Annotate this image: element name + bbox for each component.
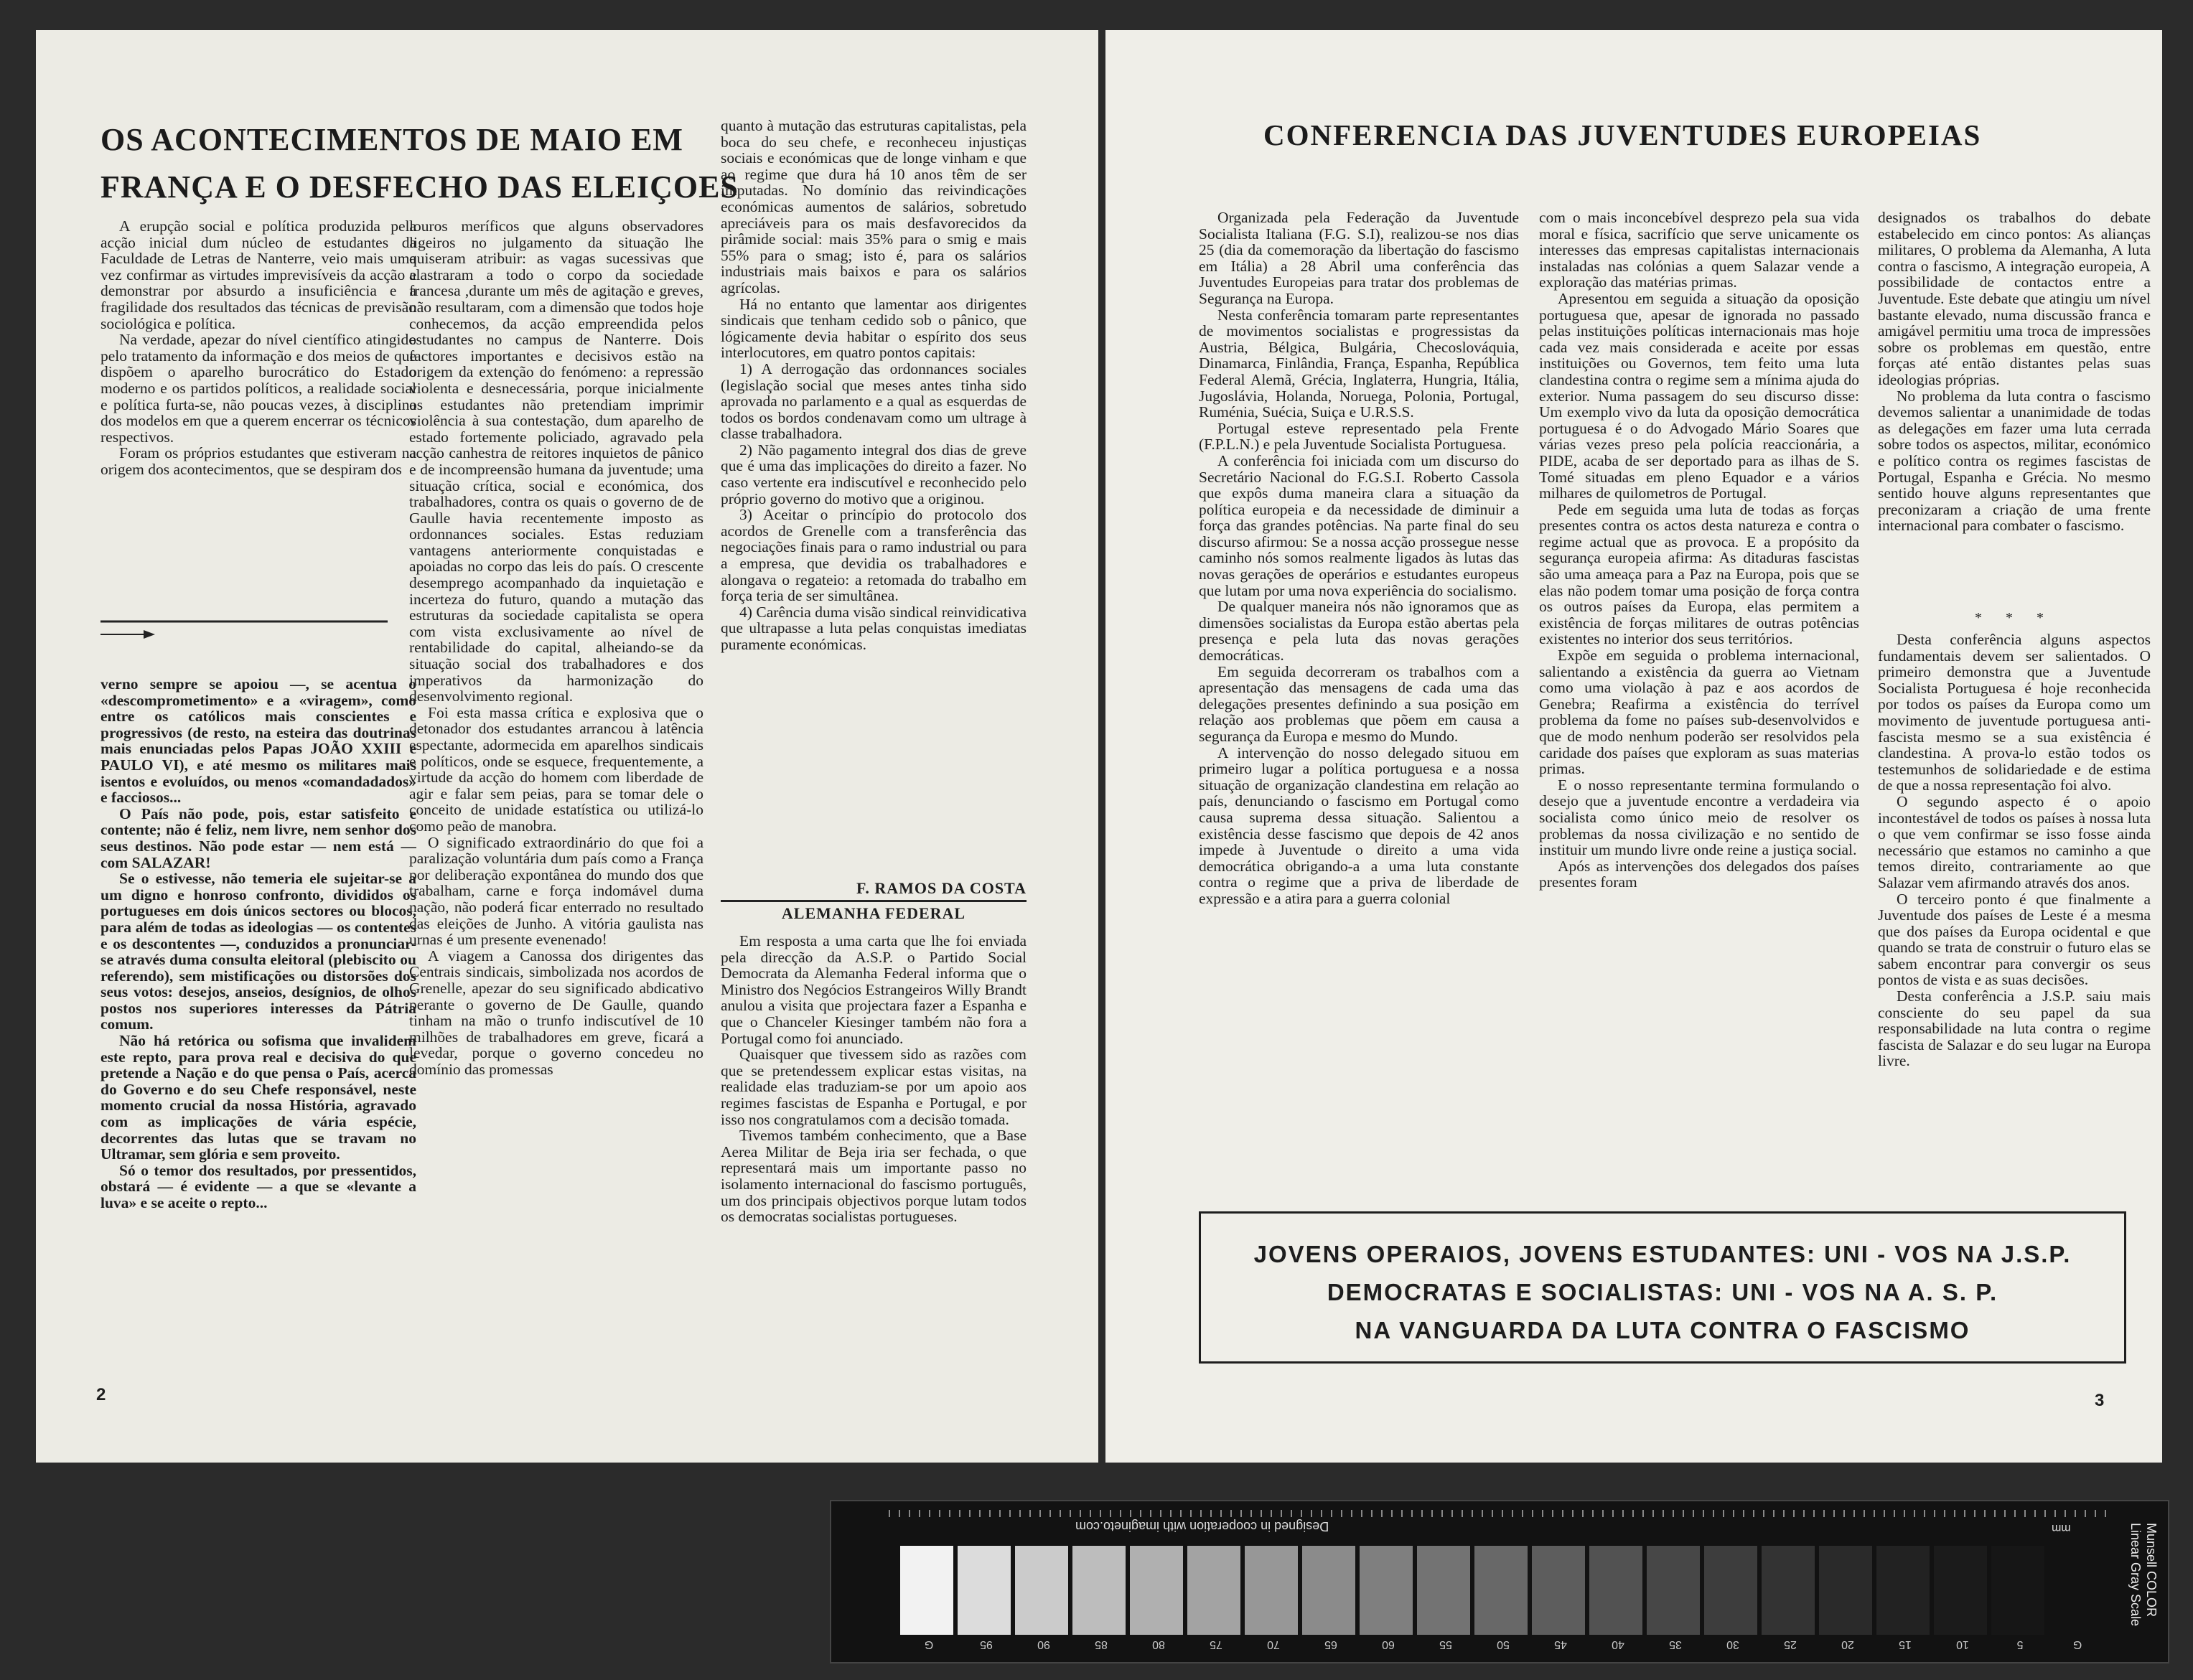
gray-patch-label: 15 <box>1899 1638 1912 1651</box>
paragraph: Não há retórica ou sofisma que invalidem este repto, para prova real e decisiva do que pretende a Nação e do que pensa o País, acerca do Governo e do seu Chefe responsável, neste momento crucial da nossa História, agravado com as implicações de vária espécie, decorrentes das lutas que se travam no Ultramar, sem glória e sem proveito. <box>100 1032 416 1163</box>
paragraph: Só o temor dos resultados, por pressentidos, obstará — é evidente — a que se «levante a luva» e se aceite o repto... <box>100 1161 416 1211</box>
paragraph: Há no entanto que lamentar aos dirigentes sindicais que tenham cedido sob o pânico, que lógicamente devia habitar o espírito dos seus interlocutores, em quatro pontos capitais: <box>721 295 1027 362</box>
paragraph: Foram os próprios estudantes que estiveram na origem dos acontecimentos, que se despiram dos <box>100 444 416 478</box>
gray-patch-label: 55 <box>1439 1638 1452 1651</box>
gray-patch <box>900 1546 953 1635</box>
paragraph: Pede em seguida uma luta de todas as forças presentes contra os actos desta natureza e contra o regime actual que as provoca. E a propósito da segurança europeia afirma: As ditaduras fascistas são uma ameaça para a Paz na Europa, pois que se elas não podem tomar uma posição de força contra os outros países da Europa, elas permitem a existência de forças militares de outras potências existentes no interior dos seus territórios. <box>1539 500 1859 648</box>
paragraph: Desta conferência alguns aspectos fundamentais devem ser salientados. O primeiro demonstra que a Juventude Socialista Portuguesa é hoje reconhecida por todos os países da Europa como um movimento de juventude portuguesa anti-fascista mesmo se a sua existência é clandestina. A prova-lo estão todos os testemunhos de solidariedade e de estima de que a nossa representação foi alvo. <box>1878 632 2151 794</box>
paragraph: No problema da luta contra o fascismo devemos salientar a unanimidade de todas as delegações em fazer uma luta cerrada sobre todos os aspectos, militar, económico e político contra os regimes fascistas de Portugal, Espanha e Grécia. No mesmo sentido houve alguns representantes que preconizaram a criação de uma frente internacional para combater o fascismo. <box>1878 387 2151 535</box>
ruler-ticks <box>889 1510 2109 1517</box>
section-title: ALEMANHA FEDERAL <box>781 904 966 922</box>
gray-patch-label: 20 <box>1841 1638 1854 1651</box>
left-column2 <box>409 218 703 1366</box>
munsell-logo <box>2109 1523 2159 1645</box>
gray-patch <box>1187 1546 1240 1635</box>
paragraph: Nesta conferência tomaram parte representantes de movimentos socialistas e progressistas da Austria, Bélgica, Bulgária, Checoslováquia, Dinamarca, Finlândia, França, Espanha, República Federal Alemã, Grécia, Inglaterra, Hungria, Itália, Jugoslávia, Holanda, Noruega, Polonia, Portugal, Ruménia, Suécia, Suiça e U.R.S.S. <box>1199 306 1519 421</box>
paragraph: 1) A derrogação das ordonnances sociales (legislação social que meses antes tinha sido aprovada no parlamento e a qual as esquerdas de todos os bordos condenavam como um ultrage à classe trabalhadora. <box>721 360 1027 443</box>
gray-patch <box>1819 1546 1872 1635</box>
paragraph: Após as intervenções dos delegados dos países presentes foram <box>1539 857 1859 891</box>
paragraph: louros meríficos que alguns observadores ligeiros no julgamento da situação lhe quiseram atribuir: as vagas sucessivas que alastraram a todo o corpo da sociedade francesa ,durante um mês de agitação e greves, não resultaram, com a dimensão que todos hoje conhecemos, da acção empreendida pelos estudantes no campus de Nanterre. Dois factores importantes e decisivos estão na origem da extenção do fenómeno: a repressão violenta e desnecessária, porque inicialmente os estudantes não pretendiam imprimir violência à sua contestação, dum aparelho de estado fortemente policiado, agravado pela acção canhestra de reitores inquietos de pânico e de incompreensão humana da juventude; uma situação crítica, social e económica, dos trabalhadores, contra os quais o governo de de Gaulle havia recentemente imposto as ordonnances sociales. Estas reduziam vantagens anteriormente conquistadas e apoiadas no corpo das leis do país. O crescente desemprego acompanhado da inquietação e incerteza do futuro, quando a mutação das estruturas da sociedade capitalista se opera com vista exclusivamente ao nível de rentabilidade do capital, alheiando-se da situação social dos trabalhadores e dos imperativos da harmonização do desenvolvimento regional. <box>409 218 703 705</box>
paragraph: Em seguida decorreram os trabalhos com a apresentação das mensagens de cada uma das delegações presentes definindo a sua posição em relação aos problemas que põem em causa a segurança da Europa e mesmo do Mundo. <box>1199 662 1519 745</box>
gray-patch <box>1876 1546 1930 1635</box>
gray-patch-label: 5 <box>2016 1638 2024 1651</box>
gray-patch-label: 25 <box>1784 1638 1797 1651</box>
left-headline-line1: OS ACONTECIMENTOS DE MAIO EM <box>100 122 683 157</box>
left-column3-section <box>721 933 1027 1364</box>
card-credit: Designed in cooperation with imagineto.com <box>1075 1519 1329 1534</box>
gray-patch <box>1130 1546 1183 1635</box>
gray-patch-label: 95 <box>980 1638 993 1651</box>
right-column1 <box>1199 210 1519 1193</box>
banner-line1: JOVENS OPERAIOS, JOVENS ESTUDANTES: UNI - VOS NA J.S.P. <box>1253 1241 2072 1267</box>
gray-patch-label: 75 <box>1210 1638 1222 1651</box>
gray-patch <box>1532 1546 1585 1635</box>
gray-patch-label: 30 <box>1726 1638 1739 1651</box>
paragraph: A erupção social e política produzida pela acção inicial dum núcleo de estudantes da Faculdade de Letras de Nanterre, veio mais uma vez confirmar as virtudes imprevisíveis da acção e demonstrar por absurdo a insuficiência e a fragilidade dos resultados das técnicas de previsão sociológica e política. <box>100 218 416 332</box>
left-headline-line2: FRANÇA E O DESFECHO DAS ELEIÇOES <box>100 169 739 205</box>
page-number: 3 <box>2095 1391 2105 1410</box>
paragraph: O segundo aspecto é o apoio incontestável de todos os países à nossa luta o que vem confirmar se isso fosse ainda necessário que estamos no caminho a que temos direito, contrariamente ao que Salazar vem afirmando através dos anos. <box>1878 792 2151 891</box>
paragraph: O significado extraordinário do que foi a paralização voluntária dum país como a França por deliberação expontânea do mundo dos que trabalham, carne e força indomável duma nação, não poderá ficar enterrado no resultado das eleições de Junho. A vitória gaulista nas urnas é um presente evenenado! <box>409 833 703 949</box>
slogan-banner <box>1199 1211 2126 1364</box>
paragraph: A conferência foi iniciada com um discurso do Secretário Nacional do F.G.S.I. Roberto Cassola que expôs duma maneira clara a situação da política europeia e da necessidade de diminuir a força das grandes potências. Na parte final do seu discurso afirmou: Se a nossa acção prossegue nesse caminho nós somos realmente ligados às lutas das novas gerações de operários e estudantes europeus que lutam por uma nova experiência do socialismo. <box>1199 451 1519 599</box>
gray-patch <box>958 1546 1011 1635</box>
scale-name: Linear Gray Scale <box>2128 1523 2143 1627</box>
gray-patch-label: 70 <box>1267 1638 1280 1651</box>
divider <box>721 900 1027 902</box>
gray-patch-label: 35 <box>1669 1638 1682 1651</box>
gray-patch-label: 40 <box>1612 1638 1624 1651</box>
gray-patch <box>1474 1546 1528 1635</box>
gray-patch-label: 10 <box>1956 1638 1969 1651</box>
gray-patch-labels <box>900 1638 2106 1651</box>
paragraph: Organizada pela Federação da Juventude Socialista Italiana (F.G. S.I), realizou-se nos dias 25 (dia da comemoração da libertação do fascismo em Itália) a 28 Abril uma conferência das Juventudes Europeias para tratar dos problemas de Segurança na Europa. <box>1199 210 1519 307</box>
paragraph: verno sempre se apoiou —, se acentua o «descomprometimento» e a «viragem», como entre os católicos mais conscientes e progressivos (de resto, na esteira das doutrinas mais enunciadas pelos Papas JOÃO XXIII e PAULO VI), e até mesmo os militares mais isentos e evoluídos, ou menos «comandadados» e facciosos... <box>100 676 416 807</box>
paragraph: O terceiro ponto é que finalmente a Juventude dos países de Leste é a mesma que dos países da Europa ocidental e que quando se trata de construir o futuro elas se sabem encontrar para convergir os seus pontos de vista e as suas decisões. <box>1878 890 2151 989</box>
page-number: 2 <box>96 1385 106 1404</box>
paragraph: De qualquer maneira nós não ignoramos que as dimensões socialistas da Europa estão abertas pela presença e pela luta das novas gerações democráticas. <box>1199 598 1519 665</box>
section-separator: * * * <box>1975 610 2054 626</box>
right-column3-continued <box>1878 632 2151 1191</box>
paragraph: A viagem a Canossa dos dirigentes das Centrais sindicais, simbolizada nos acordos de Grenelle, apezar do seu significado abdicativo perante o governo de De Gaulle, quando tinham na mão o trunfo indiscutível de 10 milhões de trabalhadores em greve, ficará a levedar, porque o governo concedeu no domínio das promessas <box>409 947 703 1078</box>
paragraph: 2) Não pagamento integral dos dias de greve que é uma das implicações do direito a fazer. No caso vertente era indiscutível e reconhecido pelo próprio governo do motivo que a originou. <box>721 441 1027 507</box>
banner-line3: NA VANGUARDA DA LUTA CONTRA O FASCISMO <box>1355 1317 1970 1343</box>
gray-patch-label: 85 <box>1095 1638 1108 1651</box>
brand-name: Munsell COLOR <box>2144 1523 2159 1618</box>
gray-patch <box>1072 1546 1126 1635</box>
banner-line2: DEMOCRATAS E SOCIALISTAS: UNI - VOS NA A. S. P. <box>1327 1279 1998 1305</box>
gray-patch-label: 50 <box>1497 1638 1510 1651</box>
gray-patch-label: 45 <box>1554 1638 1567 1651</box>
gray-scale-calibration-card <box>830 1500 2169 1663</box>
author-signature: F. RAMOS DA COSTA <box>856 879 1027 897</box>
paragraph: Tivemos também conhecimento, que a Base Aerea Militar de Beja iria ser fechada, o que representará mais um importante passo no isolamento internacional do fascismo português, um dos principais objectivos porque lutam todos os democratas socialistas portugueses. <box>721 1127 1027 1226</box>
gray-patch-label: 90 <box>1037 1638 1050 1651</box>
left-headline <box>100 116 747 211</box>
paragraph: quanto à mutação das estruturas capitalistas, pela boca do seu chefe, e reconheceu injustiças sociais e económicas que de longe vinham e que ao regime que dura há 10 anos têm de ser imputadas. No domínio das reivindicações económicas aumentos de salários, sobretudo apreciáveis para os mais desfavorecidos da pirâmide social: mais 35% para o smig e mais 55% para o smag; isto é, para os salários industriais mais baixos e para os salários agrícolas. <box>721 118 1027 296</box>
left-column1-bottom <box>100 676 416 1322</box>
paragraph: Expõe em seguida o problema internacional, salientando a existência da guerra ao Vietnam como uma violação à paz e aos acordos de Genebra; Reafirma a existência do terrível problema da fome no países sub-desenvolvidos e que de modo nenhum poderão ser resolvidos pela caridade dos países que exploram as suas materias primas. <box>1539 647 1859 778</box>
gray-patch <box>1417 1546 1470 1635</box>
paragraph: O País não pode, pois, estar satisfeito e contente; não é feliz, nem livre, nem senhor dos seus destinos. Não pode estar — nem está — com SALAZAR! <box>100 804 416 871</box>
right-column2 <box>1539 210 1859 1193</box>
gray-patch <box>1647 1546 1700 1635</box>
paragraph: Se o estivesse, não temeria ele sujeitar-se a um digno e honroso confronto, divididos os portugueses em dois únicos sectores ou blocos, para além de todas as ideologias — os contentes e os descontentes —, conduzidos a pronunciar-se através duma consulta eleitoral (plebiscito ou referendo), sem mistificações ou distorsões dos seus votos: desejos, anseios, desígnios, de olhos postos nos superiores interesses da Pátria comum. <box>100 870 416 1033</box>
gray-patch <box>1934 1546 1987 1635</box>
gray-patch <box>1015 1546 1068 1635</box>
paragraph: E o nosso representante termina formulando o desejo que a juventude encontre a verdadeira via socialista como único meio de resolver os problemas da nossa civilização e no sentido de instituir um mundo livre onde reine a justiça social. <box>1539 776 1859 859</box>
paragraph: Portugal esteve representado pela Frente (F.P.L.N.) e pela Juventude Socialista Portuguesa. <box>1199 419 1519 454</box>
gray-patch <box>1302 1546 1355 1635</box>
arrow-divider-icon <box>100 617 416 646</box>
gray-patch <box>1245 1546 1298 1635</box>
gray-patch <box>1589 1546 1642 1635</box>
paragraph: designados os trabalhos do debate estabelecido em cinco pontos: As alianças militares, O problema da Alemanha, A luta contra o fascismo, A integração europeia, A possibilidade de contactos entre a Juventude. Este debate que atingiu um nível bastante elevado, numa discussão franca e amigável permitiu uma troca de impressões sobre os problemas em questão, entre forças até então distantes pelas suas ideologias próprias. <box>1878 210 2151 388</box>
right-headline: CONFERENCIA DAS JUVENTUDES EUROPEIAS <box>1263 118 1982 151</box>
gray-patch-label: 60 <box>1382 1638 1395 1651</box>
paragraph: com o mais inconcebível desprezo pela sua vida moral e física, sacrifício que serve unicamente os interesses das empresas capitalistas internacionais instaladas nas colónias a quem Salazar vende a exploração das matérias primas. <box>1539 210 1859 291</box>
right-page <box>1105 30 2162 1463</box>
gray-patch-label: G <box>2072 1638 2082 1651</box>
gray-patch <box>1762 1546 1815 1635</box>
gutter <box>1098 30 1105 1463</box>
card-unit: mm <box>2052 1522 2071 1534</box>
gray-patch <box>1704 1546 1757 1635</box>
gray-patch <box>1991 1546 2044 1635</box>
gray-patch-label: 80 <box>1152 1638 1165 1651</box>
paragraph: Quaisquer que tivessem sido as razões com que se pretendessem explicar estas visitas, na realidade elas traduziam-se por um apoio aos regimes fascistas de Espanha e Portugal, e por isso nos congratulamos com a decisão tomada. <box>721 1046 1027 1128</box>
paragraph: Desta conferência a J.S.P. saiu mais consciente do seu papel da sua responsabilidade na luta contra o regime fascista de Salazar e do seu lugar na Europa livre. <box>1878 987 2151 1070</box>
paragraph: 4) Carência duma visão sindical reinvidicativa que ultrapasse a luta pelas conquistas imediatas puramente económicas. <box>721 603 1027 653</box>
gray-patch <box>1360 1546 1413 1635</box>
left-column3 <box>721 118 1027 871</box>
paragraph: Em resposta a uma carta que lhe foi enviada pela direcção da A.S.P. o Partido Social Democrata da Alemanha Federal informa que o Ministro dos Negócios Estrangeiros Willy Brandt anulou a visita que projectara fazer a Espanha e que o Chanceler Kiesinger também não fora a Portugal como foi anunciado. <box>721 933 1027 1047</box>
gray-patch <box>2049 1546 2102 1635</box>
left-page <box>36 30 1098 1463</box>
paragraph: Foi esta massa crítica e explosiva que o detonador dos estudantes arrancou à latência espectante, adormecida em aparelhos sindicais e políticos, onde se esquece, frequentemente, a virtude da acção do homem com liberdade de agir e falar sem peias, para se tomar dele o conceito de unidade estatística ou utilizá-lo como peão de manobra. <box>409 703 703 835</box>
paragraph: Apresentou em seguida a situação da oposição portuguesa que, apesar de ignorada no passado pelas instituições políticas internacionais mas hoje cada vez mais considerada e aceite por essas instituições ou Governos, tem feito uma luta clandestina contra o regime sem a mínima ajuda do exterior. Numa passagem do seu discurso disse: Um exemplo vivo da luta da oposição democrática portuguesa é o do Advogado Mário Soares que várias vezes preso pela polícia reaccionária, a PIDE, acaba de ser deportado para as ilhas de S. Tomé situadas em pleno Equador e a vários milhares de quilometros de Portugal. <box>1539 289 1859 502</box>
paragraph: 3) Aceitar o princípio do protocolo dos acordos de Grenelle com a transferência das negociações finais para o ramo industrial ou para a empresa, que devidia os trabalhadores e alongava o regateio: a retomada do trabalho em força teria de ser simultânea. <box>721 506 1027 605</box>
right-column3 <box>1878 210 2151 611</box>
gray-patches <box>900 1546 2106 1635</box>
paragraph: Na verdade, apezar do nível científico atingido pelo tratamento da informação e dos meios de que dispõem o aparelho burocrático do Estado moderno e os partidos políticos, a realidade social e política furta-se, não poucas vezes, à disciplina dos modelos em que a querem encerrar os técnicos respectivos. <box>100 331 416 446</box>
gray-patch-label: G <box>924 1638 934 1651</box>
paragraph: A intervenção do nosso delegado situou em primeiro lugar a política portuguesa e a nossa situação de organização clandestina em relação ao país, denunciando o fascismo em Portugal como causa suprema dessa situação. Salientou a existência desse fascismo que depois de 42 anos impede à Juventude o direito a uma vida democrática obrigando-a a uma luta constante contra o regime que a priva de liberdade de expressão e a atira para a guerra colonial <box>1199 743 1519 907</box>
left-column1-top <box>100 218 416 613</box>
gray-patch-label: 65 <box>1324 1638 1337 1651</box>
